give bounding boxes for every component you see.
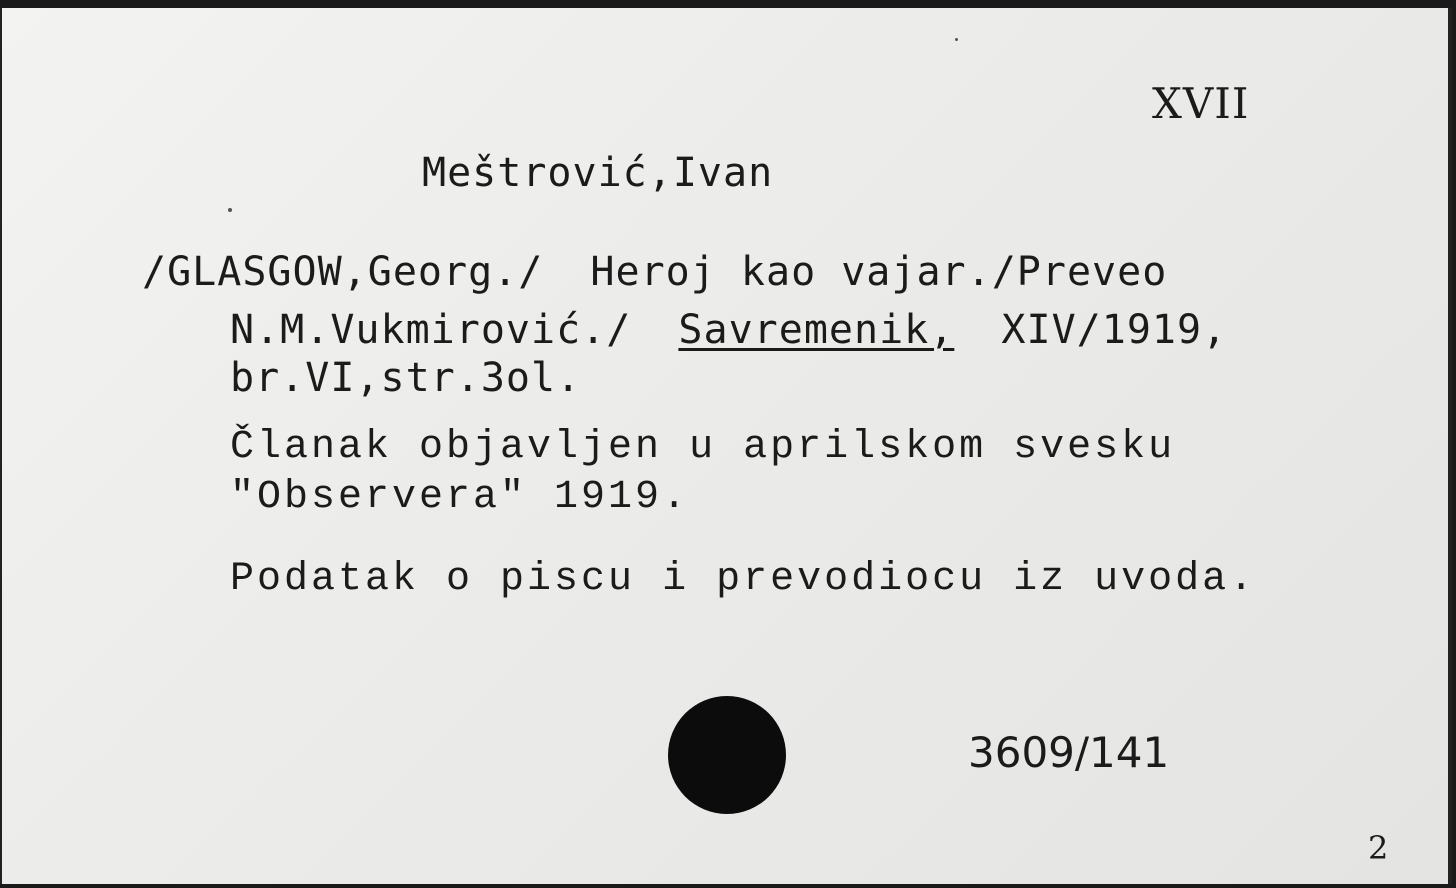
ink-speck	[228, 208, 232, 212]
citation-line-3: br.VI,str.3ol.	[230, 355, 582, 401]
original-author: /GLASGOW,Georg./	[142, 249, 544, 295]
journal-name: Savremenik,	[678, 307, 955, 353]
catalog-card	[0, 8, 1452, 884]
note-1-line-1: Članak objavljen u aprilskom svesku	[230, 425, 1176, 470]
corner-number: 2	[1368, 829, 1390, 867]
punch-hole	[668, 696, 786, 814]
note-2: Podatak o piscu i prevodiocu iz uvoda.	[230, 557, 1257, 602]
author-heading: Meštrović,Ivan	[422, 150, 774, 196]
ink-speck	[955, 38, 958, 41]
article-title: Heroj kao vajar./Preveo	[590, 249, 1168, 295]
volume-year: XIV/1919,	[1001, 307, 1228, 353]
citation-line-2	[230, 307, 1228, 353]
call-number: 3609/141	[968, 728, 1170, 777]
translator: N.M.Vukmirović./	[230, 307, 632, 353]
note-1-line-2: "Observera" 1919.	[230, 475, 690, 520]
section-code: XVII	[1152, 79, 1250, 128]
citation-line-1	[142, 249, 1168, 295]
